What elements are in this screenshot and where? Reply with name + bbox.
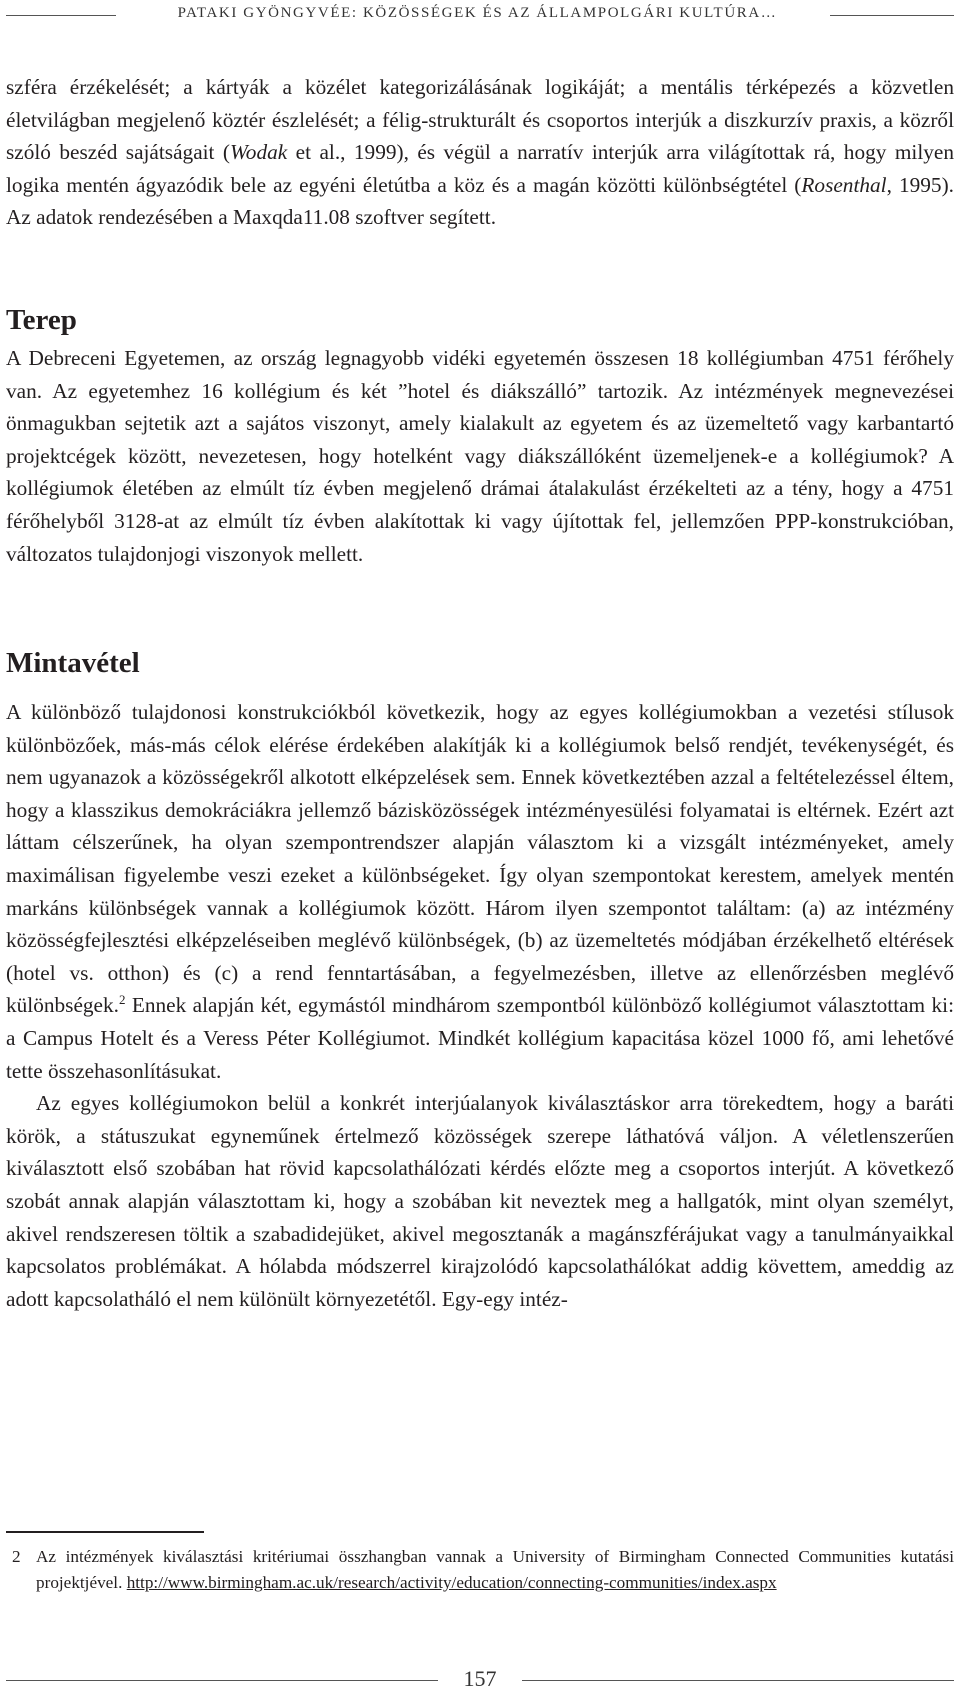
footnote-number: 2 xyxy=(12,1547,21,1566)
intro-text-part: szféra érzékelését; a kártyák a közélet kategorizálásának logikáját; a mentális térképezés a közvetlen életvilágban megjelenő köztér észlelését; a félig-strukturált és csoportos interjúk a diszkurzív praxis, a közről szóló beszéd sajátságait ( xyxy=(6,75,954,165)
section-heading-terep: Terep xyxy=(6,304,77,336)
mintavetel-text-block xyxy=(6,696,954,1315)
footnote-reference[interactable]: 2 xyxy=(118,992,126,1008)
footer-rule-left xyxy=(6,1680,438,1681)
running-header xyxy=(0,5,960,27)
intro-text-part: , 1995). Az adatok rendezésében a Maxqda11.08 szoftver segített. xyxy=(6,172,954,230)
footnote-divider xyxy=(6,1531,204,1533)
footnote-text: Az intézmények kiválasztási kritériumai összhangban vannak a University of Birmingham Connected Communities kutatási projektjével. xyxy=(36,1547,954,1592)
terep-text-block xyxy=(6,342,954,570)
terep-paragraph: A Debreceni Egyetemen, az ország legnagyobb vidéki egyetemén összesen 18 kollégiumban 4751 férőhely van. Az egyetemhez 16 kollégium és két ”hotel és diákszálló” tartozik. Az intézmények megnevezései önmagukban sejtetik azt a sajátos viszonyt, amely kialakult az egyetem és az üzemeltető vagy karbantartó projektcégek között, nevezetesen, hogy hotelként vagy diákszállóként üzemeljenek-e a kollégiumok? A kollégiumok életében az elmúlt tíz évben megjelenő drámai átalakulást érzékelteti az a tény, hogy a 4751 férőhelyből 3128-at az elmúlt tíz évben alakítottak ki vagy újítottak fel, jellemzően PPP-konstrukcióban, változatos tulajdonjogi viszonyok mellett. xyxy=(6,346,954,566)
intro-text-part: et al., 1999), és végül a narratív interjúk arra világítottak rá, hogy milyen logika mentén ágyazódik bele az egyéni életútba a köz és a magán közötti különbségtétel ( xyxy=(6,140,954,197)
footnote-body xyxy=(36,1544,954,1596)
mintavetel-paragraph-2: Az egyes kollégiumokon belül a konkrét interjúalanyok kiválasztáskor arra törekedtem, hogy a baráti körök, a státuszukat egyneműnek értelmező közösségek szerepe láthatóvá váljon. A véletlenszerűen kiválasztott első szobában hat rövid kapcsolathálózati kérdés előzte meg a csoportos interjút. A következő szobát annak alapján választottam ki, hogy a szobában kit neveztek meg a hallgatók, mint olyan személyt, akivel rendszeresen töltik a szabadidejüket, akivel megosztanák a magánszférájukat vagy a tanulmányaikkal kapcsolatos problémákat. A hólabda módszerrel kirajzolódó kapcsolathálókat addig követtem, ameddig az adott kapcsolatháló el nem különült környezetétől. Egy-egy intéz- xyxy=(6,1091,954,1311)
mintavetel-paragraph-1 xyxy=(6,696,954,1087)
header-rule-right xyxy=(830,15,954,16)
intro-paragraph xyxy=(6,71,954,234)
running-header-text: PATAKI GYÖNGYVÉE: KÖZÖSSÉGEK ÉS AZ ÁLLAMPOLGÁRI KULTÚRA… xyxy=(177,5,778,21)
intro-text-block xyxy=(6,71,954,234)
citation-author: Rosenthal xyxy=(801,172,887,197)
citation-author: Wodak xyxy=(230,140,288,165)
header-rule-left xyxy=(6,15,116,16)
page-footer xyxy=(0,1666,960,1693)
footnote xyxy=(6,1544,954,1596)
section-heading-mintavetel: Mintavétel xyxy=(6,647,140,679)
page-number: 157 xyxy=(463,1666,497,1691)
mintavetel-text-part: Ennek alapján két, egymástól mindhárom szempontból különböző kollégiumot választottam ki: a Campus Hotelt és a Veress Péter Kollégiumot. Mindkét kollégium kapacitása közel 1000 fő, ami lehetővé tette összehasonlításukat. xyxy=(6,993,954,1083)
footer-rule-right xyxy=(522,1680,954,1681)
footnote-link[interactable]: http://www.birmingham.ac.uk/research/activity/education/connecting-communities/index.aspx xyxy=(126,1573,777,1592)
mintavetel-text-part: A különböző tulajdonosi konstrukciókból következik, hogy az egyes kollégiumokban a vezetési stílusok különbözőek, más-más célok elérése érdekében alakítják ki a kollégiumok belső rendjét, tevékenységét, és nem ugyanazok a közösségekről alkotott elképzelések sem. Ennek következtében azzal a feltételezéssel éltem, hogy a klasszikus demokráciákra jellemző bázisközösségek intézményesülési folyamatai is eltérnek. Ezért azt láttam célszerűnek, ha olyan szempontrendszer alapján választom ki a vizsgált intézményeket, amely maximálisan figyelembe veszi ezeket a különbségeket. Így olyan szempontokat kerestem, amelyek mentén markáns különbségek vannak a kollégiumok között. Három ilyen szempontot találtam: (a) az intézmény közösségfejlesztési elképzeléseiben meglévő különbségek, (b) az üzemeltetés módjában érzékelhető eltérések (hotel vs. otthon) és (c) a rend fenntartásában, a fegyelmezésben, illetve az ellenőrzésben meglévő különbségek. xyxy=(6,700,954,1018)
